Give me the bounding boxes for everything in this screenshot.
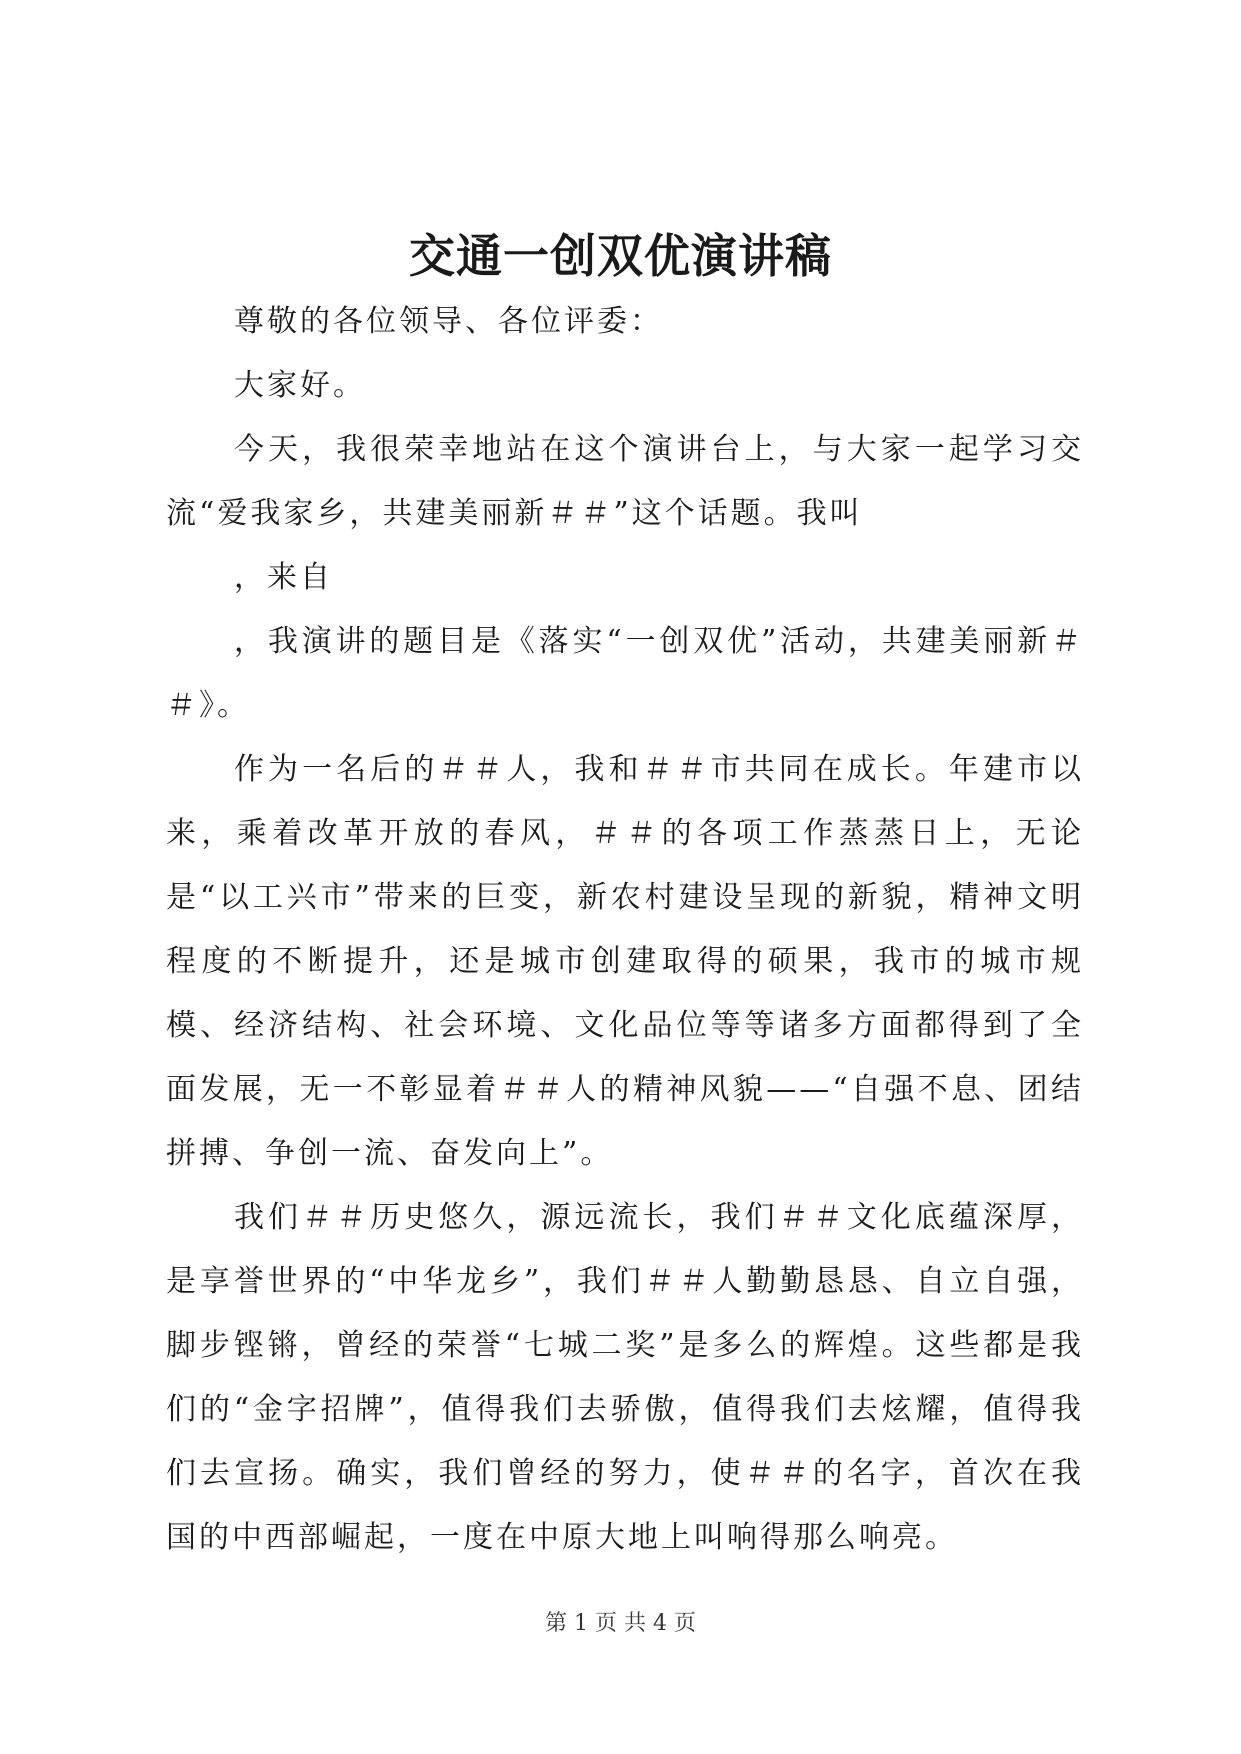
- document-title: 交通一创双优演讲稿: [409, 229, 832, 283]
- paragraph-greeting: 大家好。: [234, 368, 366, 403]
- page-number-footer: 第 1 页 共 4 页: [545, 1611, 696, 1636]
- document-body: [166, 290, 1084, 1570]
- paragraph-development: 作为一名后的＃＃人，我和＃＃市共同在成长。年建市以来，乘着改革开放的春风，＃＃的各项工作蒸蒸日上，无论是“以工兴市”带来的巨变，新农村建设呈现的新貌，精神文明程度的不断提升，还是城市创建取得的硕果，我市的城市规模、经济结构、社会环境、文化品位等等诸多方面都得到了全面发展，无一不彰显着＃＃人的精神风貌——“自强不息、团结拼搏、争创一流、奋发向上”。: [166, 752, 1084, 1171]
- paragraph-topic: ，我演讲的题目是《落实“一创双优”活动，共建美丽新＃＃》。: [166, 624, 1084, 723]
- paragraph-history: 我们＃＃历史悠久，源远流长，我们＃＃文化底蕴深厚，是享誉世界的“中华龙乡”，我们＃＃人勤勤恳恳、自立自强，脚步铿锵，曾经的荣誉“七城二奖”是多么的辉煌。这些都是我们的“金字招牌”，值得我们去骄傲，值得我们去炫耀，值得我们去宣扬。确实，我们曾经的努力，使＃＃的名字，首次在我国的中西部崛起，一度在中原大地上叫响得那么响亮。: [166, 1200, 1084, 1555]
- paragraph-intro: 今天，我很荣幸地站在这个演讲台上，与大家一起学习交流“爱我家乡，共建美丽新＃＃”这个话题。我叫: [166, 432, 1084, 531]
- paragraph-origin: ，来自: [234, 560, 333, 595]
- paragraph-salutation: 尊敬的各位领导、各位评委：: [234, 304, 663, 339]
